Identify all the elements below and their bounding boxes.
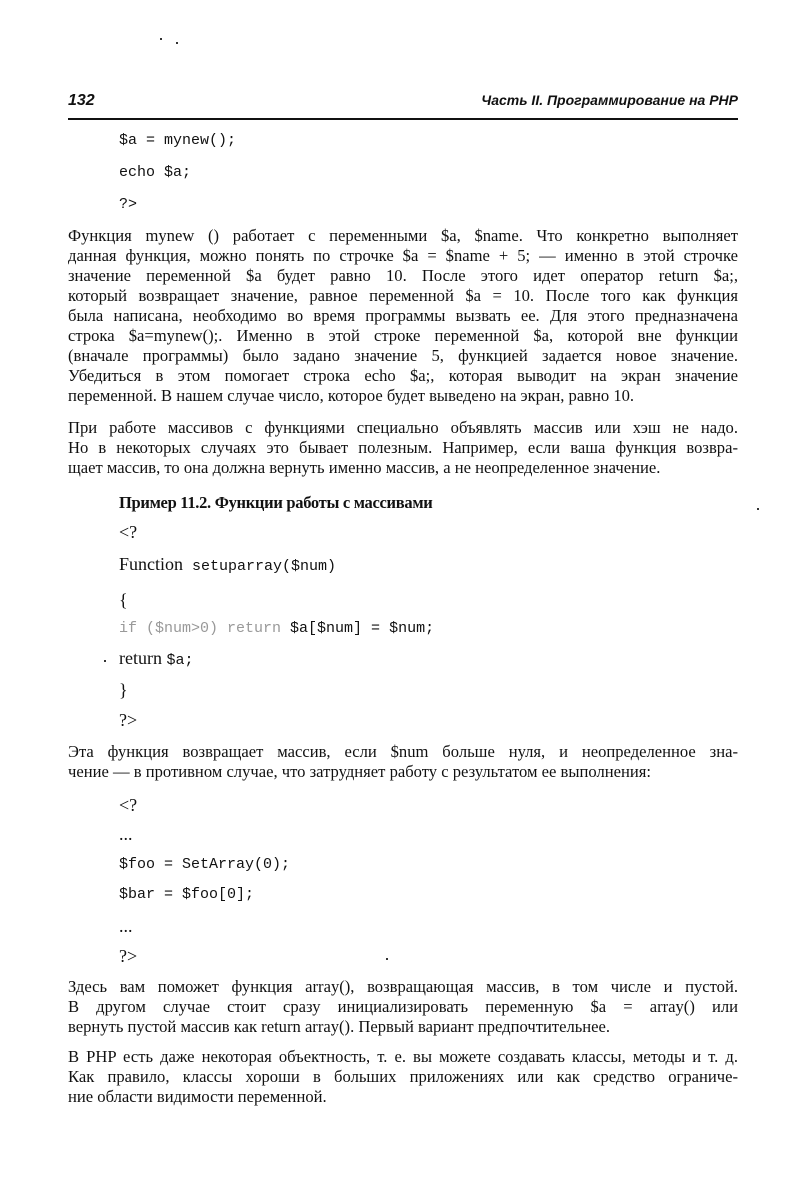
body-paragraph: [68, 418, 738, 478]
text-line: вернуть пустой массив как return array(). Первый вариант предпочтительнее.: [68, 1017, 611, 1036]
text-line: значение переменной $a будет равно 10. После этого идет оператор return $a;,: [68, 266, 738, 285]
body-paragraph: [68, 742, 738, 782]
body-paragraph: [68, 1047, 738, 1107]
code-line: $a = mynew();: [119, 132, 237, 149]
text-line: который возвращает значение, равное переменной $a = 10. После того как функция: [68, 286, 738, 305]
text-line: Убедиться в этом помогает строка echo $a;, которая выводит на экран значение: [68, 366, 738, 385]
code-line: <?: [119, 795, 138, 815]
code-line: $bar = $foo[0];: [119, 886, 255, 903]
scan-speck: [160, 38, 162, 40]
code-line: $foo = SetArray(0);: [119, 856, 291, 873]
text-line: щает массив, то она должна вернуть именно массив, а не неопределенное значение.: [68, 458, 661, 477]
text-line: Функция mynew () работает с переменными $a, $name. Что конкретно выполняет: [68, 226, 738, 245]
text-line: Здесь вам поможет функция array(), возвращающая массив, в том числе и пустой.: [68, 977, 738, 996]
running-header: [68, 92, 738, 110]
text-line: была написана, необходимо во время программы вызвать ее. Для этого предназначена: [68, 306, 738, 325]
scan-speck: [104, 660, 106, 662]
text-line: В PHP есть даже некоторая объектность, т. е. вы можете создавать классы, методы и т. д.: [68, 1047, 738, 1066]
example-title: Пример 11.2. Функции работы с массивами: [119, 493, 433, 512]
text-line: В другом случае стоит сразу инициализировать переменную $a = array() или: [68, 997, 738, 1016]
text-line: данная функция, можно понять по строчке $a = $name + 5; — именно в этой строчке: [68, 246, 738, 265]
code-keyword: return: [119, 648, 162, 668]
code-line: <?: [119, 522, 138, 542]
page-number: 132: [68, 92, 95, 109]
text-line: строка $a=mynew();. Именно в этой строке переменной $a, которой вне функции: [68, 326, 738, 345]
body-paragraph: [68, 977, 738, 1037]
scan-speck: [757, 508, 759, 510]
text-line: Но в некоторых случаях это бывает полезным. Например, если ваша функция возвра-: [68, 438, 738, 457]
chapter-title: Часть II. Программирование на PHP: [481, 92, 738, 108]
code-text: $a[$num] = $num;: [290, 620, 435, 637]
code-text: setuparray($num): [192, 558, 337, 575]
scan-speck: [386, 958, 388, 960]
code-text: $a;: [166, 652, 194, 669]
text-line: При работе массивов с функциями специально объявлять массив или хэш не надо.: [68, 418, 738, 437]
text-line: Как правило, классы хороши в больших приложениях или как средство ограниче-: [68, 1067, 738, 1086]
code-line: {: [119, 590, 128, 610]
text-line: ние области видимости переменной.: [68, 1087, 327, 1106]
text-line: чение — в противном случае, что затрудняет работу с результатом ее выполнения:: [68, 762, 652, 781]
code-faded-text: if ($num>0) return: [119, 620, 282, 637]
code-line: ...: [119, 916, 133, 936]
body-paragraph: [68, 226, 738, 406]
code-line: echo $a;: [119, 164, 192, 181]
text-line: Эта функция возвращает массив, если $num больше нуля, и неопределенное зна-: [68, 742, 738, 761]
code-line: [119, 648, 194, 669]
code-line: [119, 554, 336, 575]
code-line: ?>: [119, 710, 138, 730]
text-line: переменной. В нашем случае число, которое будет выведено на экран, равно 10.: [68, 386, 635, 405]
code-keyword: Function: [119, 554, 184, 574]
text-line: (вначале программы) было задано значение 5, функцией задается новое значение.: [68, 346, 738, 365]
code-line: ?>: [119, 946, 138, 966]
scan-speck: [176, 42, 178, 44]
header-rule: [68, 118, 738, 120]
code-line: [119, 620, 434, 637]
code-line: }: [119, 680, 128, 700]
code-line: ?>: [119, 196, 138, 213]
code-line: ...: [119, 824, 133, 844]
